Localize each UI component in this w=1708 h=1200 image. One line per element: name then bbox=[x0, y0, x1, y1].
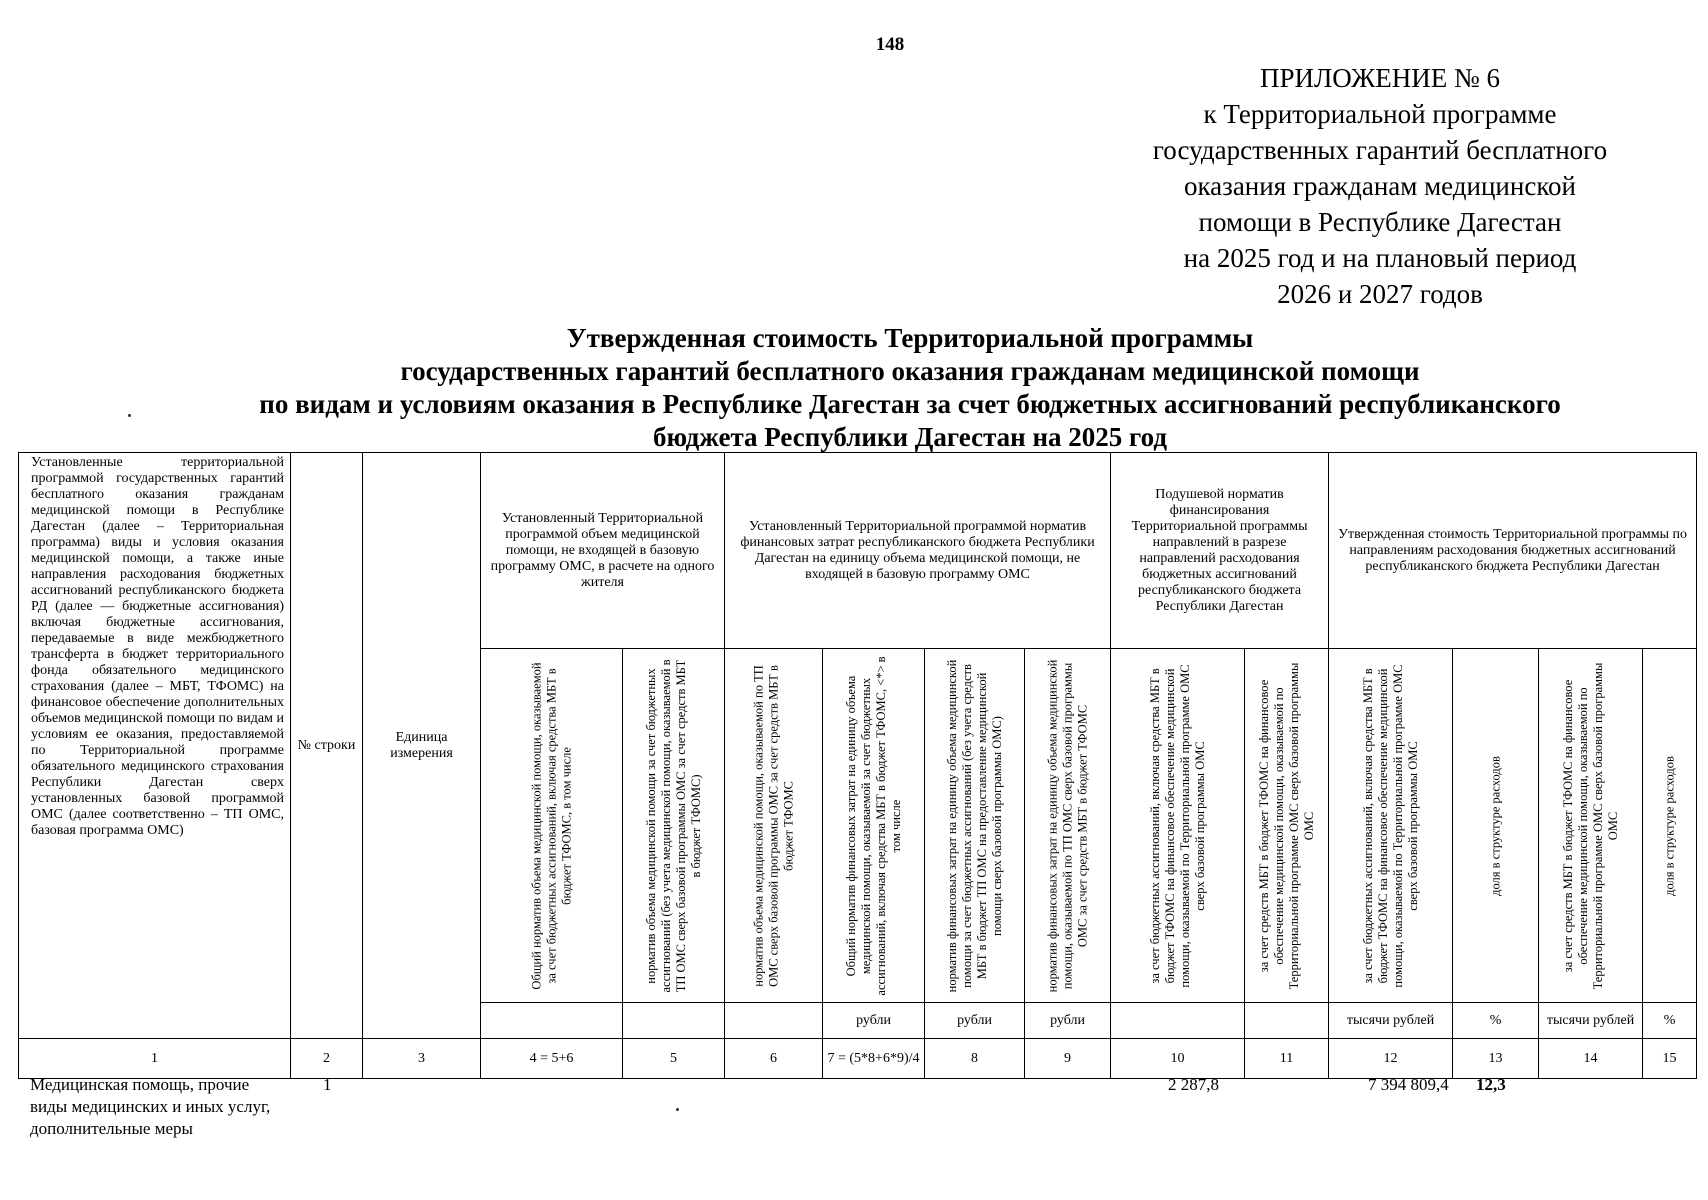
header-types-of-care: Установленные территориальной программой государственных гарантий бесплатного оказания гражданам медицинской помощи в Республике Дагестан (далее – Территориальная программа) виды и условия оказания медицинской помощи, а также иные направления расходования бюджетных ассигнований республиканского бюджета РД (далее — бюджетные ассигнования) включая бюджетные ассигнования, передаваемые в виде межбюджетного трансферта в бюджет территориального фонда обязательного медицинского страхования (далее – МБТ, ТФОМС) на финансовое обеспечение дополнительных объемов медицинской помощи по видам и условиям ее оказания, предоставляемой по Территориальной программе обязательного медицинского страхования Республики Дагестан сверх установленных базовой программой ОМС (далее соответственно – ТП ОМС, базовая программа ОМС) bbox=[19, 453, 291, 1039]
header-col-7: Общий норматив финансовых затрат на единицу объема медицинской помощи, оказываемой за счет бюджетных ассигнований, включая средства МБТ в бюджет ТФОМС, <*> в том числе bbox=[823, 649, 925, 1003]
column-number: 3 bbox=[363, 1039, 481, 1079]
column-number: 6 bbox=[725, 1039, 823, 1079]
title-line: государственных гарантий бесплатного оказания гражданам медицинской помощи bbox=[400, 356, 1420, 386]
header-unit: Единица измерения bbox=[363, 453, 481, 1039]
column-number: 7 = (5*8+6*9)/4 bbox=[823, 1039, 925, 1079]
column-number: 15 bbox=[1643, 1039, 1697, 1079]
header-col-10: за счет бюджетных ассигнований, включая средства МБТ в бюджет ТФОМС на финансовое обеспечение медицинской помощи, оказываемой по Территориальной программе ОМС сверх базовой программы ОМС bbox=[1111, 649, 1245, 1003]
unit-cell bbox=[1245, 1003, 1329, 1039]
title-line: бюджета Республики Дагестан на 2025 год bbox=[652, 422, 1168, 452]
scan-speck bbox=[676, 1108, 679, 1111]
header-col-14: за счет средств МБТ в бюджет ТФОМС на финансовое обеспечение медицинской помощи, оказываемой по Территориальной программе ОМС сверх базовой программы ОМС bbox=[1539, 649, 1643, 1003]
column-number: 11 bbox=[1245, 1039, 1329, 1079]
column-number: 13 bbox=[1453, 1039, 1539, 1079]
title-line: по видам и условиям оказания в Республике Дагестан за счет бюджетных ассигнований республиканского bbox=[259, 389, 1561, 419]
unit-cell bbox=[725, 1003, 823, 1039]
header-col-12: за счет бюджетных ассигнований, включая средства МБТ в бюджет ТФОМС на финансовое обеспечение медицинской помощи, оказываемой по Территориальной программе ОМС сверх базовой программы ОМС bbox=[1329, 649, 1453, 1003]
unit-cell: рубли bbox=[1025, 1003, 1111, 1039]
column-number: 8 bbox=[925, 1039, 1025, 1079]
row-line-number: 1 bbox=[323, 1075, 332, 1094]
appendix-line: помощи в Республике Дагестан bbox=[1198, 207, 1562, 237]
scan-speck bbox=[128, 414, 131, 417]
column-number: 9 bbox=[1025, 1039, 1111, 1079]
row-per-capita-value: 2 287,8 bbox=[1168, 1075, 1219, 1094]
appendix-line: 2026 и 2027 годов bbox=[1277, 279, 1483, 309]
column-number: 2 bbox=[291, 1039, 363, 1079]
appendix-line: государственных гарантий бесплатного bbox=[1152, 135, 1608, 165]
header-volume-group: Установленный Территориальной программой объем медицинской помощи, не входящей в базовую программу ОМС, в расчете на одного жителя bbox=[481, 453, 725, 649]
title-line: Утвержденная стоимость Территориальной программы bbox=[566, 323, 1254, 353]
header-col-5: норматив объема медицинской помощи за счет бюджетных ассигнований (без учета медицинской помощи, оказываемой в ТП ОМС сверх базовой программы ОМС за счет средств МБТ в бюджет ТФОМС) bbox=[623, 649, 725, 1003]
appendix-line: к Территориальной программе bbox=[1203, 99, 1557, 129]
header-col-9: норматив финансовых затрат на единицу объема медицинской помощи, оказываемой по ТП ОМС сверх базовой программы ОМС за счет средств МБТ в бюджет ТФОМС bbox=[1025, 649, 1111, 1003]
column-number: 5 bbox=[623, 1039, 725, 1079]
appendix-line: оказания гражданам медицинской bbox=[1183, 171, 1577, 201]
table-row bbox=[18, 1074, 1696, 1184]
column-number: 1 bbox=[19, 1039, 291, 1079]
column-numbers-row bbox=[19, 1039, 1697, 1079]
header-col-8: норматив финансовых затрат на единицу объема медицинской помощи за счет бюджетных ассигнований (без учета средств МБТ в бюджет ТП ОМС на предоставление медицинской помощи сверх базовой программы ОМС) bbox=[925, 649, 1025, 1003]
unit-cell: тысячи рублей bbox=[1539, 1003, 1643, 1039]
unit-cell: % bbox=[1643, 1003, 1697, 1039]
header-col-11: за счет средств МБТ в бюджет ТФОМС на финансовое обеспечение медицинской помощи, оказываемой по Территориальной программе ОМС сверх базовой программы ОМС bbox=[1245, 649, 1329, 1003]
document-title bbox=[150, 322, 1670, 454]
header-col-13: доля в структуре расходов bbox=[1453, 649, 1539, 1003]
appendix-line: ПРИЛОЖЕНИЕ № 6 bbox=[1259, 63, 1501, 93]
appendix-line: на 2025 год и на плановый период bbox=[1183, 243, 1577, 273]
row-approved-cost-value: 7 394 809,4 bbox=[1368, 1075, 1449, 1094]
unit-cell: рубли bbox=[823, 1003, 925, 1039]
column-number: 4 = 5+6 bbox=[481, 1039, 623, 1079]
row-share-value: 12,3 bbox=[1476, 1075, 1506, 1094]
row-label: Медицинская помощь, прочие виды медицинских и иных услуг, дополнительные меры bbox=[30, 1075, 271, 1138]
unit-cell bbox=[623, 1003, 725, 1039]
header-col-15: доля в структуре расходов bbox=[1643, 649, 1697, 1003]
page-number: 148 bbox=[875, 34, 905, 55]
unit-cell bbox=[481, 1003, 623, 1039]
cost-table bbox=[18, 452, 1697, 1079]
column-number: 10 bbox=[1111, 1039, 1245, 1079]
unit-cell bbox=[1111, 1003, 1245, 1039]
unit-cell: рубли bbox=[925, 1003, 1025, 1039]
header-approved-cost-group: Утвержденная стоимость Территориальной программы по направлениям расходования бюджетных ассигнований республиканского бюджета Республики Дагестан bbox=[1329, 453, 1697, 649]
header-line-number: № строки bbox=[291, 453, 363, 1039]
column-number: 14 bbox=[1539, 1039, 1643, 1079]
unit-cell: % bbox=[1453, 1003, 1539, 1039]
unit-cell: тысячи рублей bbox=[1329, 1003, 1453, 1039]
header-col-6: норматив объема медицинской помощи, оказываемой по ТП ОМС сверх базовой программы ОМС за счет средств МБТ в бюджет ТФОМС bbox=[725, 649, 823, 1003]
header-cost-norm-group: Установленный Территориальной программой норматив финансовых затрат республиканского бюджета Республики Дагестан на единицу объема медицинской помощи, не входящей в базовую программу ОМС bbox=[725, 453, 1111, 649]
header-per-capita-group: Подушевой норматив финансирования Территориальной программы направлений в разрезе направлений расходования бюджетных ассигнований республиканского бюджета Республики Дагестан bbox=[1111, 453, 1329, 649]
header-col-4: Общий норматив объема медицинской помощи, оказываемой за счет бюджетных ассигнований, включая средства МБТ в бюджет ТФОМС, в том числе bbox=[481, 649, 623, 1003]
appendix-header bbox=[1130, 60, 1630, 312]
column-number: 12 bbox=[1329, 1039, 1453, 1079]
